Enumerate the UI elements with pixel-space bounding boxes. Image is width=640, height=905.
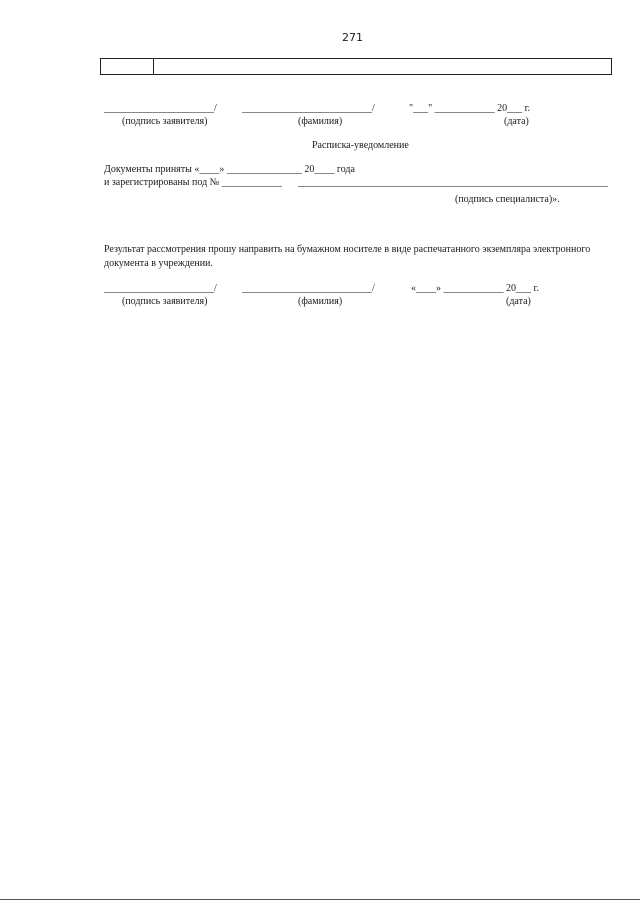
receipt-registered-number: и зарегистрированы под № ____________ bbox=[104, 177, 282, 188]
applicant-signature-blank-2: ______________________/ bbox=[104, 283, 217, 294]
applicant-signature-blank: ______________________/ bbox=[104, 103, 217, 114]
result-request-line-1: Результат рассмотрения прошу направить на бумажном носителе в виде распечатанного экземпляра электронного bbox=[104, 244, 591, 255]
form-table-row bbox=[100, 58, 612, 75]
applicant-signature-label: (подпись заявителя) bbox=[122, 116, 208, 127]
applicant-date-blank-2: «____» ____________ 20___ г. bbox=[411, 283, 539, 294]
applicant-date-blank: "___" ____________ 20___ г. bbox=[409, 103, 531, 114]
applicant-date-label: (дата) bbox=[504, 116, 529, 127]
receipt-documents-accepted: Документы приняты «____» _______________ 20____ года bbox=[104, 164, 355, 175]
receipt-heading: Расписка-уведомление bbox=[312, 140, 409, 151]
receipt-registration-blank: ______________________________________________________________ bbox=[298, 177, 608, 188]
applicant-date-label-2: (дата) bbox=[506, 296, 531, 307]
applicant-signature-label-2: (подпись заявителя) bbox=[122, 296, 208, 307]
page-number: 271 bbox=[342, 31, 363, 44]
applicant-surname-blank: __________________________/ bbox=[242, 103, 375, 114]
applicant-surname-blank-2: __________________________/ bbox=[242, 283, 375, 294]
specialist-signature-label: (подпись специалиста)». bbox=[455, 194, 560, 205]
applicant-surname-label-2: (фамилия) bbox=[298, 296, 343, 307]
form-table-divider bbox=[153, 58, 154, 75]
applicant-surname-label: (фамилия) bbox=[298, 116, 343, 127]
page-bottom-rule bbox=[0, 899, 640, 900]
result-request-line-2: документа в учреждении. bbox=[104, 258, 213, 269]
